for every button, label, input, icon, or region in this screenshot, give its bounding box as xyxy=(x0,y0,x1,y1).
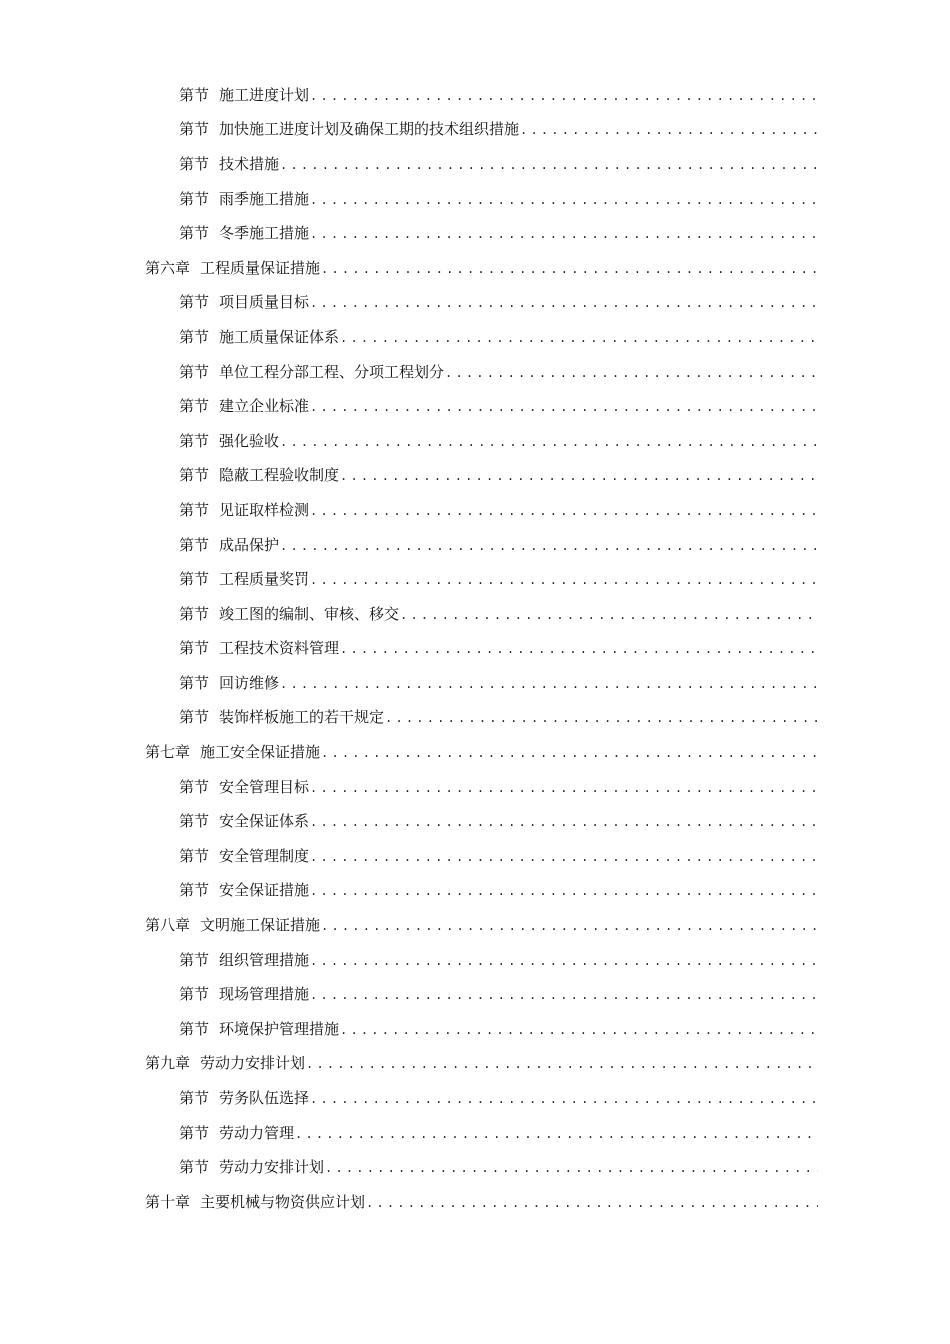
toc-entry[interactable] xyxy=(0,78,950,113)
toc-entry[interactable] xyxy=(0,355,950,390)
toc-entry[interactable] xyxy=(0,493,950,528)
table-of-contents xyxy=(0,78,950,1220)
toc-chapter-title: 劳动力安排计划 xyxy=(200,1054,306,1073)
toc-entry-number: 第节 xyxy=(179,397,210,416)
dot-leader xyxy=(340,470,818,482)
toc-entry[interactable] xyxy=(0,804,950,839)
toc-entry-number: 第节 xyxy=(179,327,210,346)
toc-entry[interactable] xyxy=(0,459,950,494)
toc-entry-title: 成品保护 xyxy=(219,535,280,554)
toc-entry[interactable] xyxy=(0,113,950,148)
dot-leader xyxy=(321,747,818,759)
toc-chapter-number: 第十章 xyxy=(145,1192,191,1211)
dot-leader xyxy=(310,816,818,828)
toc-entry-title: 安全管理制度 xyxy=(219,846,310,865)
toc-entry-number: 第节 xyxy=(179,570,210,589)
toc-entry-number: 第节 xyxy=(179,639,210,658)
toc-entry-title: 建立企业标准 xyxy=(219,397,310,416)
toc-entry-number: 第节 xyxy=(179,189,210,208)
toc-entry-title: 回访维修 xyxy=(219,673,280,692)
toc-entry-number: 第节 xyxy=(179,950,210,969)
dot-leader xyxy=(280,436,818,448)
toc-entry-title: 雨季施工措施 xyxy=(219,189,310,208)
toc-entry-number: 第节 xyxy=(179,500,210,519)
toc-entry-title: 安全管理目标 xyxy=(219,777,310,796)
dot-leader xyxy=(306,1058,818,1070)
dot-leader xyxy=(295,1128,818,1140)
dot-leader xyxy=(310,401,818,413)
toc-entry-title: 安全保证体系 xyxy=(219,812,310,831)
toc-entry-title: 单位工程分部工程、分项工程划分 xyxy=(219,362,445,381)
dot-leader xyxy=(310,228,818,240)
dot-leader xyxy=(310,989,818,1001)
toc-entry[interactable] xyxy=(0,320,950,355)
toc-entry-title: 现场管理措施 xyxy=(219,985,310,1004)
toc-entry-number: 第节 xyxy=(179,881,210,900)
toc-entry-number: 第节 xyxy=(179,154,210,173)
toc-entry-number: 第节 xyxy=(179,466,210,485)
dot-leader xyxy=(280,678,818,690)
dot-leader xyxy=(310,885,818,897)
toc-chapter-title: 文明施工保证措施 xyxy=(200,916,321,935)
toc-entry-number: 第节 xyxy=(179,708,210,727)
toc-entry-number: 第节 xyxy=(179,293,210,312)
toc-entry-number: 第节 xyxy=(179,985,210,1004)
toc-entry-number: 第节 xyxy=(179,673,210,692)
toc-chapter-number: 第八章 xyxy=(145,916,191,935)
toc-entry-number: 第节 xyxy=(179,846,210,865)
toc-entry-number: 第节 xyxy=(179,1123,210,1142)
toc-entry[interactable] xyxy=(0,147,950,182)
toc-entry[interactable] xyxy=(0,1116,950,1151)
toc-entry-number: 第节 xyxy=(179,1089,210,1108)
toc-entry-number: 第节 xyxy=(179,604,210,623)
toc-entry[interactable] xyxy=(0,286,950,321)
toc-chapter-number: 第六章 xyxy=(145,258,191,277)
toc-entry-title: 项目质量目标 xyxy=(219,293,310,312)
toc-entry-title: 加快施工进度计划及确保工期的技术组织措施 xyxy=(219,120,520,139)
dot-leader xyxy=(310,574,818,586)
dot-leader xyxy=(310,297,818,309)
toc-entry[interactable] xyxy=(0,839,950,874)
toc-chapter-entry[interactable] xyxy=(0,735,950,770)
toc-entry-title: 冬季施工措施 xyxy=(219,224,310,243)
dot-leader xyxy=(400,609,818,621)
dot-leader xyxy=(321,920,818,932)
dot-leader xyxy=(340,643,818,655)
toc-entry[interactable] xyxy=(0,701,950,736)
toc-entry-number: 第节 xyxy=(179,812,210,831)
toc-entry-title: 施工质量保证体系 xyxy=(219,327,340,346)
toc-entry-title: 隐蔽工程验收制度 xyxy=(219,466,340,485)
toc-entry[interactable] xyxy=(0,874,950,909)
toc-entry-number: 第节 xyxy=(179,1019,210,1038)
toc-chapter-number: 第九章 xyxy=(145,1054,191,1073)
toc-entry-title: 安全保证措施 xyxy=(219,881,310,900)
toc-chapter-title: 工程质量保证措施 xyxy=(200,258,321,277)
dot-leader xyxy=(520,124,818,136)
toc-chapter-entry[interactable] xyxy=(0,1185,950,1220)
toc-entry-title: 工程技术资料管理 xyxy=(219,639,340,658)
toc-chapter-entry[interactable] xyxy=(0,251,950,286)
toc-entry-title: 劳动力管理 xyxy=(219,1123,295,1142)
dot-leader xyxy=(310,955,818,967)
dot-leader xyxy=(310,194,818,206)
toc-entry-title: 施工进度计划 xyxy=(219,85,310,104)
dot-leader xyxy=(310,851,818,863)
toc-entry[interactable] xyxy=(0,943,950,978)
dot-leader xyxy=(340,1024,818,1036)
toc-entry-number: 第节 xyxy=(179,362,210,381)
toc-entry-number: 第节 xyxy=(179,535,210,554)
toc-entry[interactable] xyxy=(0,216,950,251)
dot-leader xyxy=(445,367,818,379)
toc-entry-title: 环境保护管理措施 xyxy=(219,1019,340,1038)
dot-leader xyxy=(310,90,818,102)
toc-entry[interactable] xyxy=(0,424,950,459)
toc-chapter-entry[interactable] xyxy=(0,1047,950,1082)
dot-leader xyxy=(310,1093,818,1105)
dot-leader xyxy=(340,332,818,344)
dot-leader xyxy=(321,263,818,275)
toc-entry-title: 见证取样检测 xyxy=(219,500,310,519)
dot-leader xyxy=(310,505,818,517)
toc-entry-number: 第节 xyxy=(179,1158,210,1177)
toc-entry[interactable] xyxy=(0,528,950,563)
toc-entry[interactable] xyxy=(0,770,950,805)
toc-entry-number: 第节 xyxy=(179,431,210,450)
toc-entry-title: 竣工图的编制、审核、移交 xyxy=(219,604,400,623)
toc-entry-title: 强化验收 xyxy=(219,431,280,450)
toc-entry[interactable] xyxy=(0,597,950,632)
dot-leader xyxy=(280,540,818,552)
dot-leader xyxy=(366,1197,818,1209)
toc-chapter-number: 第七章 xyxy=(145,743,191,762)
toc-entry-number: 第节 xyxy=(179,120,210,139)
toc-entry-title: 技术措施 xyxy=(219,154,280,173)
toc-entry[interactable] xyxy=(0,1012,950,1047)
toc-entry[interactable] xyxy=(0,562,950,597)
toc-entry[interactable] xyxy=(0,1081,950,1116)
toc-entry-title: 劳务队伍选择 xyxy=(219,1089,310,1108)
toc-entry[interactable] xyxy=(0,1150,950,1185)
toc-entry[interactable] xyxy=(0,389,950,424)
toc-chapter-title: 施工安全保证措施 xyxy=(200,743,321,762)
toc-entry[interactable] xyxy=(0,632,950,667)
toc-entry-title: 组织管理措施 xyxy=(219,950,310,969)
toc-entry-title: 装饰样板施工的若干规定 xyxy=(219,708,385,727)
toc-entry-title: 工程质量奖罚 xyxy=(219,570,310,589)
toc-entry-title: 劳动力安排计划 xyxy=(219,1158,325,1177)
toc-chapter-title: 主要机械与物资供应计划 xyxy=(200,1192,366,1211)
dot-leader xyxy=(385,712,818,724)
toc-chapter-entry[interactable] xyxy=(0,908,950,943)
dot-leader xyxy=(310,782,818,794)
toc-entry[interactable] xyxy=(0,977,950,1012)
dot-leader xyxy=(280,159,818,171)
toc-entry[interactable] xyxy=(0,182,950,217)
toc-entry[interactable] xyxy=(0,666,950,701)
toc-entry-number: 第节 xyxy=(179,85,210,104)
toc-entry-number: 第节 xyxy=(179,224,210,243)
dot-leader xyxy=(325,1162,818,1174)
toc-entry-number: 第节 xyxy=(179,777,210,796)
